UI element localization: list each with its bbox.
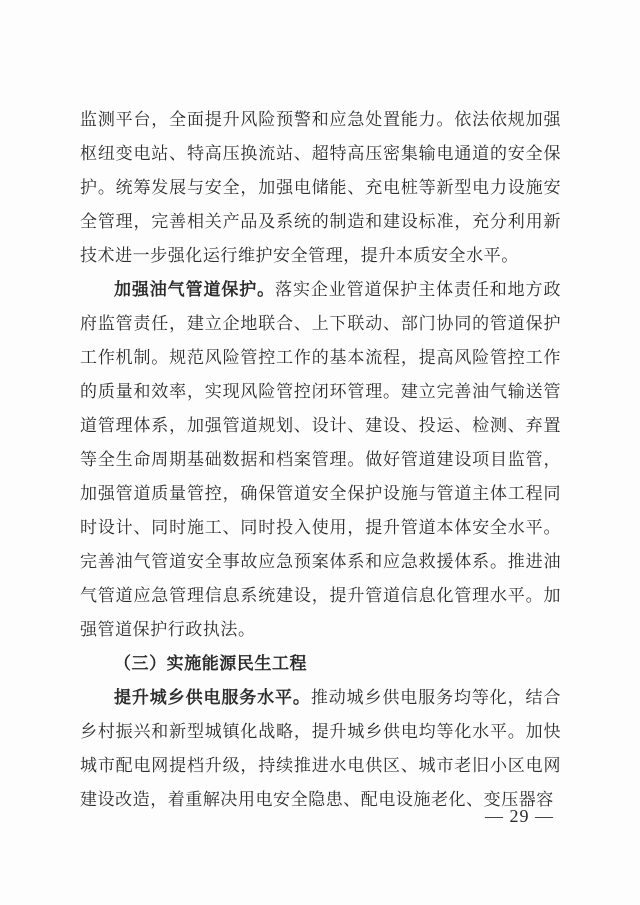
page-number: — 29 — [485, 806, 554, 826]
paragraph-power-supply-service-text: 推动城乡供电服务均等化，结合乡村振兴和新型城镇化战略，提升城乡供电均等化水平。加快城市配电网提档升级，持续推进水电供区、城市老旧小区电网建设改造，着重解决用电安全隐患、配电设施老化、变压器容 [80, 688, 561, 809]
document-body [80, 103, 561, 817]
paragraph-pipeline-protection-text: 落实企业管道保护主体责任和地方政府监管责任，建立企地联合、上下联动、部门协同的管道保护工作机制。规范风险管控工作的基本流程，提高风险管控工作的质量和效率，实现风险管控闭环管理。建立完善油气输送管道管理体系，加强管道规划、设计、建设、投运、检测、弃置等全生命周期基础数据和档案管理。做好管道建设项目监管，加强管道质量管控，确保管道安全保护设施与管道主体工程同时设计、同时施工、同时投入使用，提升管道本体安全水平。完善油气管道安全事故应急预案体系和应急救援体系。推进油气管道应急管理信息系统建设，提升管道信息化管理水平。加强管道保护行政执法。 [80, 280, 561, 639]
paragraph-pipeline-protection-lead: 加强油气管道保护。 [114, 280, 276, 299]
paragraph-power-supply-service-lead: 提升城乡供电服务水平。 [114, 688, 311, 707]
paragraph-pipeline-protection [80, 273, 561, 647]
paragraph-grid-safety: 监测平台，全面提升风险预警和应急处置能力。依法依规加强枢纽变电站、特高压换流站、超特高压密集输电通道的安全保护。统筹发展与安全，加强电储能、充电桩等新型电力设施安全管理，完善相关产品及系统的制造和建设标准，充分利用新技术进一步强化运行维护安全管理，提升本质安全水平。 [80, 110, 561, 265]
section-heading-energy-livelihood: （三）实施能源民生工程 [114, 654, 308, 673]
paragraph-power-supply-service [80, 681, 561, 817]
